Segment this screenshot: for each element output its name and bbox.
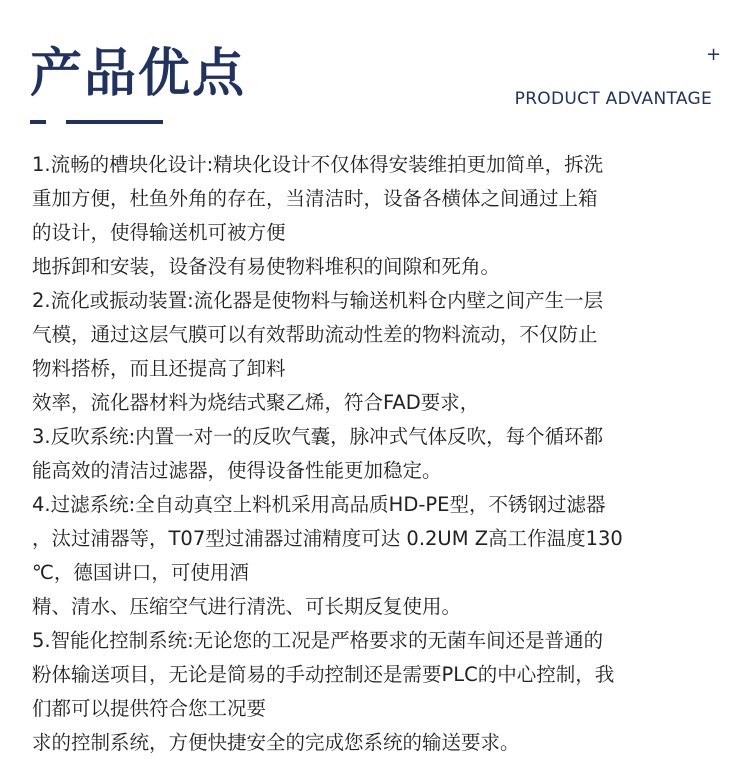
decorative-bar-long [66,120,163,124]
text-line: 粉体输送项目，无论是简易的手动控制还是需要PLC的中心控制，我 [32,663,615,686]
text-line: 4.过滤系统:全自动真空上料机采用高品质HD-PE型，不锈钢过滤器 [32,493,606,516]
text-line: 2.流化或振动装置:流化器是使物料与输送机料仓内壁之间产生一层 [32,289,604,312]
text-line: 重加方便，杜鱼外角的存在，当清洁时，设备各横体之间通过上箱 [32,187,598,210]
text-line: ，汰过浦器等，T07型过浦器过浦精度可达 0.2UM Z高工作温度130 [32,527,623,550]
text-line: 求的控制系统，方便快捷安全的完成您系统的输送要求。 [32,731,520,754]
text-line: 5.智能化控制系统:无论您的工况是严格要求的无菌车间还是普通的 [32,629,604,652]
text-line: 们都可以提供符合您工况要 [32,697,267,720]
plus-icon: + [706,44,722,65]
text-line: 的设计，使得输送机可被方便 [32,221,286,244]
text-line: 精、清水、压缩空气进行清洗、可长期反复使用。 [32,595,462,618]
text-line: 物料搭桥，而且还提高了卸料 [32,357,286,380]
text-line: 1.流畅的槽块化设计:精块化设计不仅体得安装维拍更加简单，拆洗 [32,153,604,176]
text-line: 气模，通过这层气膜可以有效帮助流动性差的物料流动，不仅防止 [32,323,598,346]
advantages-text-block [32,148,722,760]
decorative-bar-short [30,120,46,124]
text-line: 效率，流化器材料为烧结式聚乙烯，符合FAD要求， [32,391,480,414]
text-line: 地拆卸和安装，设备没有易使物料堆积的间隙和死角。 [32,255,501,278]
text-line: 能高效的清洁过滤器，使得设备性能更加稳定。 [32,459,442,482]
page-subtitle: PRODUCT ADVANTAGE [514,89,712,109]
page-title: 产品优点 [30,44,247,104]
text-line: ℃，德国讲口，可使用酒 [32,561,249,584]
text-line: 3.反吹系统:内置一对一的反吹气囊，脉冲式气体反吹，每个循环都 [32,425,604,448]
